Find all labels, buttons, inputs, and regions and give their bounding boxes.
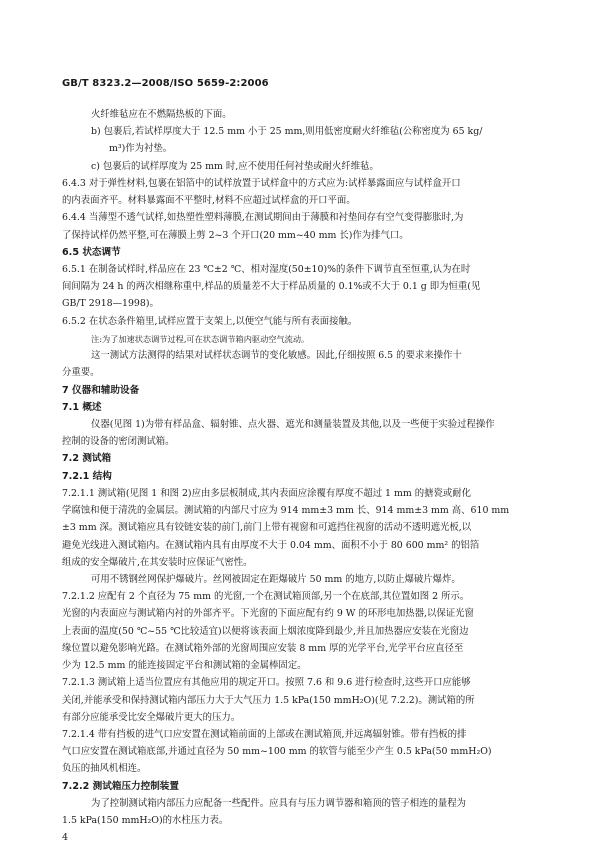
text-line: 上表面的温度(50 ℃~55 ℃比较适宜)以便将该表面上烟浓度降到最少,并且加热器应安装在光窗边 [62,625,469,637]
text-line: 气口应安置在测试箱底部,并通过直径为 50 mm~100 mm 的软管与能至少产生 0.5 kPa(50 mmH₂O) [62,746,492,758]
section-heading-7: 7 仪器和辅助设备 [62,384,140,396]
text-line: 仪器(见图 1)为带有样品盒、辐射锥、点火器、遮光和测量装置及其他,以及一些便于实验过程操作 [91,419,495,430]
text-line: 学腐蚀和便于清洗的金属层。测试箱的内部尺寸应为 914 mm±3 mm 长、914 mm±3 mm 高、610 mm [62,505,510,516]
page-number: 4 [62,832,69,843]
section-heading-7-1: 7.1 概述 [62,401,102,413]
note: 注:为了加速状态调节过程,可在状态调节箱内驱动空气流动。 [91,333,310,344]
text-line: 1.5 kPa(150 mmH₂O)的水柱压力表。 [62,815,229,826]
section-heading-6-5: 6.5 状态调节 [62,246,121,258]
text-line: 组成的安全爆破片,在其安装时应保证气密性。 [62,556,253,568]
clause-6-5-1: 6.5.1 在制备试样时,样品应在 23 ℃±2 ℃、相对湿度(50±10)%的条件下调节直至恒重,认为在时 [62,264,471,275]
text-line: 间间隔为 24 h 的两次相继称重中,样品的质量差不大于样品质量的 0.1%或不大于 0.1 g 即为恒重(见 [62,281,481,293]
clause-7-2-1-2: 7.2.1.2 应配有 2 个直径为 75 mm 的光窗,一个在测试箱顶部,另一个在底部,其位置如图 2 所示。 [62,591,470,603]
text-line: 的内表面齐平。材料暴露面不平整时,材料不应超过试样盒的开口平面。 [62,195,356,207]
section-heading-7-2-2: 7.2.2 测试箱压力控制装置 [62,780,179,792]
text-line: 这一测试方法测得的结果对试样状态调节的变化敏感。因此,仔细按照 6.5 的要求来操作十 [91,350,462,362]
list-item-c: c) 包裹后的试样厚度为 25 mm 时,应不使用任何衬垫或耐火纤维毡。 [91,160,379,172]
text-line: 可用不锈钢丝网保护爆破片。丝网被固定在距爆破片 50 mm 的地方,以防止爆破片爆炸。 [91,573,461,585]
clause-6-5-2: 6.5.2 在状态条件箱里,试样应置于支架上,以便空气能与所有表面接触。 [62,315,358,327]
clause-7-2-1-4: 7.2.1.4 带有挡板的进气口应安置在测试箱前面的上部或在测试箱顶,并远离辐射锥。带有挡板的排 [62,728,467,740]
text-line: 少为 12.5 mm 的能连接固定平台和测试箱的金属棒固定。 [62,660,307,671]
text-line: m³)作为衬垫。 [109,143,173,155]
clause-7-2-1-3: 7.2.1.3 测试箱上适当位置应有其他应用的规定开口。按照 7.6 和 9.6 进行检查时,这些开口应能够 [62,677,471,689]
text-line: 避免光线进入测试箱内。在测试箱内具有由厚度不大于 0.04 mm、面积不小于 80 600 mm² 的铝箔 [62,539,480,551]
list-item-b: b) 包裹后,若试样厚度大于 12.5 mm 小于 25 mm,则用低密度耐火纤维毡(公称密度为 65 kg/ [91,126,483,138]
section-heading-7-2-1: 7.2.1 结构 [62,470,112,482]
text-line: 分重要。 [62,367,100,379]
text-line: 负压的抽风机相连。 [62,763,147,775]
text-line: 光窗的内表面应与测试箱内衬的外部齐平。下光窗的下面应配有约 9 W 的环形电加热器,以保证光窗 [62,608,474,620]
text-line: 了保持试样仍然平整,可在薄膜上剪 2~3 个开口(20 mm~40 mm 长)作为排气口。 [62,229,409,241]
text-line: 有部分应能承受比安全爆破片更大的压力。 [62,711,241,723]
text-line: ±3 mm 深。测试箱应具有铰链安装的前门,前门上带有视窗和可遮挡住视窗的活动不透明遮光板,以 [62,522,472,534]
text-line: 火纤维毡应在不燃隔热板的下面。 [91,109,232,120]
text-line: 缘位置以避免影响光路。在测试箱外部的光窗周围应安装 8 mm 厚的光学平台,光学平台应直径至 [62,642,464,654]
text-line: GB/T 2918—1998)。 [62,298,159,310]
text-line: 为了控制测试箱内部压力应配备一些配件。应具有与压力调节器和箱顶的管子相连的量程为 [91,797,467,809]
clause-6-4-3: 6.4.3 对于弹性材料,包裹在铝箔中的试样放置于试样盒中的方式应为:试样暴露面应与试样盒开口 [62,177,461,189]
section-heading-7-2: 7.2 测试箱 [62,453,112,465]
text-line: 关闭,并能承受和保持测试箱内部压力大于大气压力 1.5 kPa(150 mmH₂O)(见 7.2.2)。测试箱的所 [62,694,475,706]
text-line: 控制的设备的密闭测试箱。 [62,436,175,448]
clause-6-4-4: 6.4.4 当薄型不透气试样,如热塑性塑料薄膜,在测试期间由于薄膜和衬垫间存有空气变得膨胀时,为 [62,212,464,224]
standard-header: GB/T 8323.2—2008/ISO 5659-2:2006 [62,78,269,89]
clause-7-2-1-1: 7.2.1.1 测试箱(见图 1 和图 2)应由多层板制成,其内表面应涂覆有厚度不超过 1 mm 的搪瓷或耐化 [62,487,472,499]
